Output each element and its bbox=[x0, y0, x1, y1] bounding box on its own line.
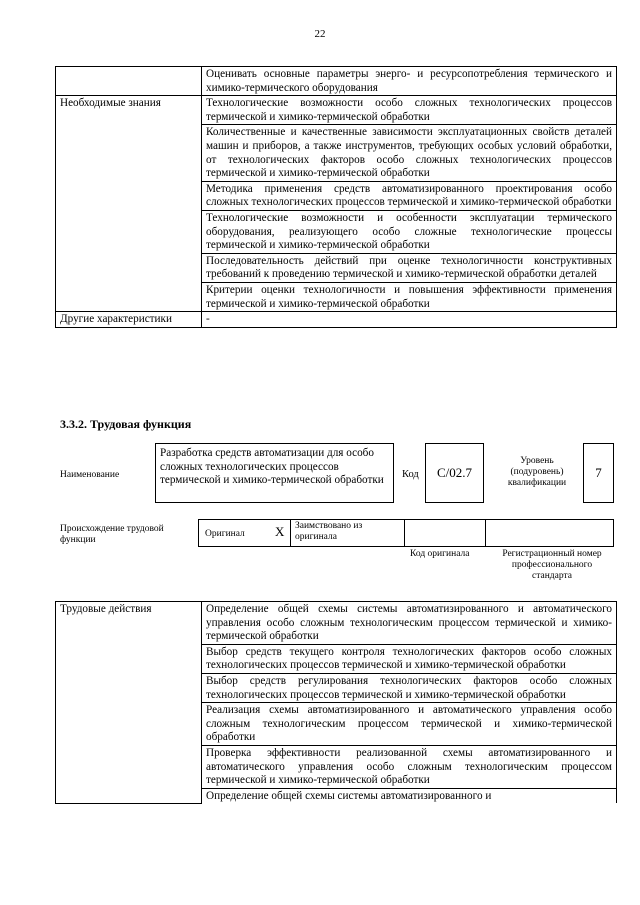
table-row bbox=[56, 67, 617, 96]
knowledge-item: Технологические возможности и особенности эксплуатации термического оборудования, реализующего особо сложные технологические процессы термической и химико-термической обработки bbox=[202, 210, 617, 253]
knowledge-item: Критерии оценки технологичности и повышения эффективности применения термической и химико-термической обработки bbox=[202, 282, 617, 311]
knowledge-label: Необходимые знания bbox=[56, 96, 202, 312]
empty-label-cell bbox=[56, 67, 202, 96]
original-code-caption: Код оригинала bbox=[410, 549, 470, 559]
section-title: 3.3.2. Трудовая функция bbox=[60, 417, 192, 431]
registration-number-cell bbox=[485, 519, 614, 547]
labor-action-item: Проверка эффективности реализованной схемы автоматизированного и автоматического управления особо сложным технологическим процессом термической и химико-термической обработки bbox=[202, 745, 617, 788]
table-row bbox=[56, 312, 617, 328]
original-mark: X bbox=[275, 524, 285, 539]
knowledge-table bbox=[55, 66, 617, 328]
qualification-level-box: 7 bbox=[583, 443, 614, 503]
knowledge-item: Методика применения средств автоматизированного проектирования особо сложных технологических процессов термической и химико-термической обработки bbox=[202, 181, 617, 210]
labor-action-item: Реализация схемы автоматизированного и автоматического управления особо сложным технологическим процессом термической и химико-термической обработки bbox=[202, 703, 617, 746]
table-cell: Оценивать основные параметры энерго- и ресурсопотребления термического и химико-термического оборудования bbox=[202, 67, 617, 96]
function-code-box: C/02.7 bbox=[425, 443, 484, 503]
origin-label: Происхождение трудовой функции bbox=[60, 524, 164, 545]
knowledge-item: Технологические возможности особо сложных технологических процессов термической и химико-термической обработки bbox=[202, 96, 617, 125]
function-name-box: Разработка средств автоматизации для особо сложных технологических процессов термической и химико-термической обработки bbox=[155, 443, 394, 503]
original-code-cell bbox=[404, 519, 486, 547]
table-row bbox=[56, 96, 617, 125]
knowledge-item: Количественные и качественные зависимости эксплуатационных свойств деталей машин и приборов, а также инструментов, требующих особых условий обработки, от технологических факторов особо сложных технологических процессов термической и химико-термической обработки bbox=[202, 125, 617, 181]
labor-actions-table bbox=[55, 601, 617, 804]
table-row bbox=[56, 602, 617, 645]
registration-number-caption: Регистрационный номер профессионального стандарта bbox=[502, 549, 602, 581]
labor-action-item: Выбор средств текущего контроля технологических факторов особо сложных технологических процессов термической и химико-термической обработки bbox=[202, 644, 617, 673]
labor-action-item: Определение общей схемы системы автоматизированного и bbox=[202, 788, 617, 803]
qualification-level-label: Уровень (подуровень) квалификации bbox=[507, 456, 567, 488]
labor-actions-label: Трудовые действия bbox=[56, 602, 202, 804]
borrowed-cell: Заимствовано из оригинала bbox=[290, 519, 405, 547]
original-label: Оригинал bbox=[205, 529, 245, 539]
original-cell bbox=[198, 519, 291, 547]
other-characteristics-value: - bbox=[202, 312, 617, 328]
name-label: Наименование bbox=[60, 470, 120, 480]
knowledge-item: Последовательность действий при оценке технологичности конструктивных требований к проведению термической и химико-термической обработки деталей bbox=[202, 253, 617, 282]
labor-action-item: Выбор средств регулирования технологических факторов особо сложных технологических процессов термической и химико-термической обработки bbox=[202, 673, 617, 702]
other-characteristics-label: Другие характеристики bbox=[56, 312, 202, 328]
labor-action-item: Определение общей схемы системы автоматизированного и автоматического управления особо сложным технологическим процессом термической и химико-термической обработки bbox=[202, 602, 617, 645]
page-number: 22 bbox=[314, 28, 326, 40]
code-label: Код bbox=[402, 469, 419, 480]
